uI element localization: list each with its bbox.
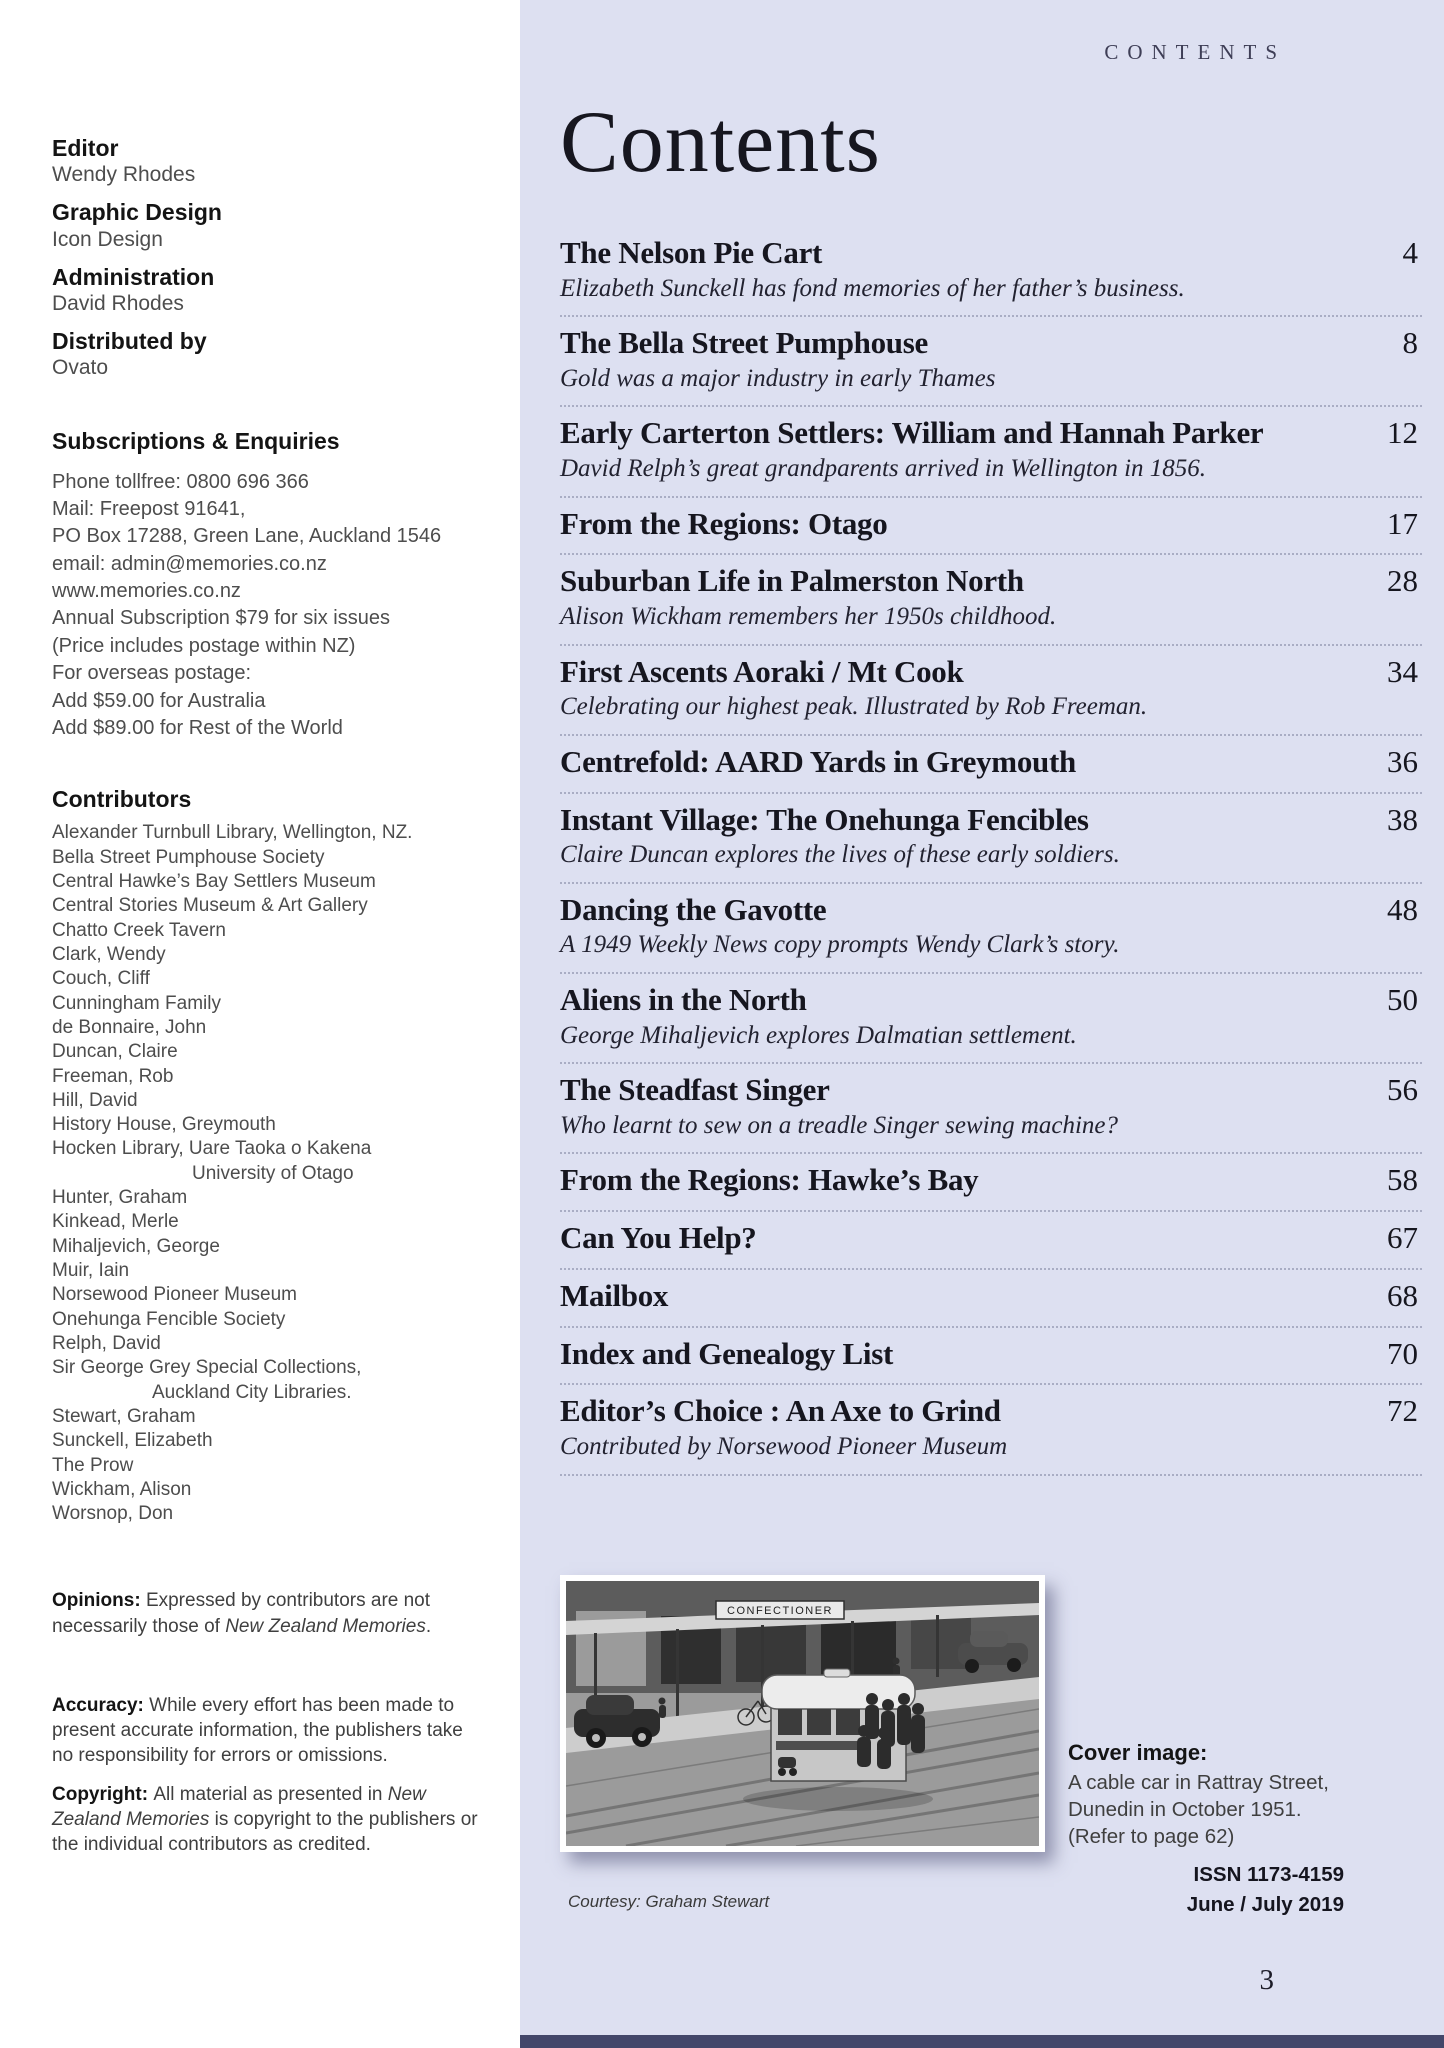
toc-entry bbox=[560, 1212, 1422, 1270]
toc-entry bbox=[560, 736, 1422, 794]
toc-entry-subtitle: A 1949 Weekly News copy prompts Wendy Clark’s story. bbox=[560, 931, 1120, 959]
contributor-item: Sir George Grey Special Collections, bbox=[52, 1357, 362, 1379]
contributor-item: Onehunga Fencible Society bbox=[52, 1308, 286, 1330]
toc-list bbox=[560, 227, 1422, 1476]
masthead-role-title: Graphic Design bbox=[52, 199, 222, 226]
contributor-item: Clark, Wendy bbox=[52, 943, 166, 965]
toc-entry bbox=[560, 227, 1422, 317]
publisher-notice: Accuracy: While every effort has been made to present accurate information, the publishers take no responsibility for errors or omissions. bbox=[52, 1694, 463, 1766]
toc-entry-line bbox=[560, 1073, 1418, 1108]
toc-entry-line bbox=[560, 1163, 1418, 1198]
contributor-item: Relph, David bbox=[52, 1332, 161, 1354]
notice-label: Accuracy: bbox=[52, 1694, 150, 1716]
cover-info bbox=[1068, 1740, 1358, 1850]
cover-info-label: Cover image: bbox=[1068, 1740, 1208, 1765]
toc-entry-page-number: 34 bbox=[1387, 653, 1418, 689]
masthead-role-item bbox=[52, 135, 486, 188]
toc-entry-line bbox=[560, 1337, 1418, 1372]
toc-entry-subtitle: Who learnt to sew on a treadle Singer sewing machine? bbox=[560, 1111, 1119, 1139]
toc-entry-line bbox=[560, 326, 1418, 361]
toc-entry-line bbox=[560, 564, 1418, 599]
toc-entry-line bbox=[560, 655, 1418, 690]
toc-entry-title: First Ascents Aoraki / Mt Cook bbox=[560, 653, 964, 689]
notice-label: Copyright: bbox=[52, 1783, 154, 1805]
toc-entry-title: Early Carterton Settlers: William and Hannah Parker bbox=[560, 415, 1264, 451]
toc-entry-subtitle: Celebrating our highest peak. Illustrated by Rob Freeman. bbox=[560, 693, 1148, 721]
toc-entry bbox=[560, 555, 1422, 645]
toc-entry bbox=[560, 884, 1422, 974]
subscription-line: PO Box 17288, Green Lane, Auckland 1546 bbox=[52, 525, 442, 548]
contributor-item: Freeman, Rob bbox=[52, 1065, 174, 1087]
contributors-list bbox=[52, 821, 486, 1526]
toc-entry-title: Index and Genealogy List bbox=[560, 1335, 893, 1371]
subscription-line: email: admin@memories.co.nz bbox=[52, 552, 327, 575]
contributor-item: Couch, Cliff bbox=[52, 968, 150, 990]
contributor-item: Alexander Turnbull Library, Wellington, NZ. bbox=[52, 822, 413, 844]
contributor-item: University of Otago bbox=[192, 1162, 354, 1184]
contributor-item: Duncan, Claire bbox=[52, 1041, 178, 1063]
masthead-role-name: Ovato bbox=[52, 356, 109, 380]
toc-entry-page-number: 70 bbox=[1387, 1335, 1418, 1371]
toc-entry bbox=[560, 498, 1422, 556]
toc-entry-subtitle: George Mihaljevich explores Dalmatian settlement. bbox=[560, 1021, 1077, 1049]
masthead-role-item bbox=[52, 328, 486, 381]
toc-entry bbox=[560, 646, 1422, 736]
masthead-role-item bbox=[52, 199, 486, 252]
running-header: CONTENTS bbox=[1104, 40, 1286, 64]
toc-entry bbox=[560, 974, 1422, 1064]
toc-entry-subtitle: David Relph’s great grandparents arrived in Wellington in 1856. bbox=[560, 455, 1207, 483]
toc-entry-line bbox=[560, 507, 1418, 542]
cable-car-photo-illustration bbox=[566, 1581, 1039, 1846]
page-edge-bar bbox=[520, 2035, 1444, 2048]
issn-number: ISSN 1173-4159 bbox=[1193, 1863, 1344, 1886]
toc-entry-page-number: 36 bbox=[1387, 743, 1418, 779]
issue-date: June / July 2019 bbox=[1186, 1892, 1344, 1916]
subscription-line: For overseas postage: bbox=[52, 662, 251, 685]
contents-panel bbox=[520, 0, 1444, 2048]
toc-entry-title: Editor’s Choice : An Axe to Grind bbox=[560, 1393, 1001, 1429]
toc-entry-page-number: 72 bbox=[1387, 1393, 1418, 1429]
toc-entry-page-number: 28 bbox=[1387, 563, 1418, 599]
magazine-name-italic: New Zealand Memories bbox=[52, 1783, 426, 1830]
toc-entry-title: The Bella Street Pumphouse bbox=[560, 325, 928, 361]
toc-entry-page-number: 68 bbox=[1387, 1277, 1418, 1313]
toc-entry-page-number: 58 bbox=[1387, 1162, 1418, 1198]
toc-entry-page-number: 17 bbox=[1387, 505, 1418, 541]
toc-entry-title: Mailbox bbox=[560, 1277, 669, 1313]
contributor-item: Bella Street Pumphouse Society bbox=[52, 846, 325, 868]
toc-entry-title: Aliens in the North bbox=[560, 981, 807, 1017]
toc-entry bbox=[560, 1385, 1422, 1475]
contributor-item: Hunter, Graham bbox=[52, 1187, 188, 1209]
toc-entry bbox=[560, 1270, 1422, 1328]
toc-entry-line bbox=[560, 1394, 1418, 1429]
masthead-roles bbox=[52, 135, 486, 382]
toc-entry-page-number: 8 bbox=[1402, 325, 1418, 361]
toc-entry bbox=[560, 1154, 1422, 1212]
toc-entry bbox=[560, 1064, 1422, 1154]
subscription-line: Mail: Freepost 91641, bbox=[52, 497, 246, 520]
toc-entry-line bbox=[560, 983, 1418, 1018]
contributor-item: Stewart, Graham bbox=[52, 1405, 196, 1427]
cover-info-line: (Refer to page 62) bbox=[1068, 1825, 1235, 1849]
contributor-item: Muir, Iain bbox=[52, 1260, 130, 1282]
issue-info bbox=[1187, 1860, 1344, 1919]
toc-entry-line bbox=[560, 803, 1418, 838]
magazine-name-italic: New Zealand Memories bbox=[225, 1615, 426, 1637]
toc-entry bbox=[560, 794, 1422, 884]
subscription-line: (Price includes postage within NZ) bbox=[52, 634, 356, 657]
contributor-item: Sunckell, Elizabeth bbox=[52, 1430, 213, 1452]
toc-entry-title: Instant Village: The Onehunga Fencibles bbox=[560, 801, 1089, 837]
toc-entry-title: From the Regions: Otago bbox=[560, 505, 888, 541]
contributor-item: Norsewood Pioneer Museum bbox=[52, 1284, 298, 1306]
cover-info-line: Dunedin in October 1951. bbox=[1068, 1798, 1302, 1822]
contributor-item: History House, Greymouth bbox=[52, 1114, 276, 1136]
subscription-line: www.memories.co.nz bbox=[52, 580, 241, 603]
toc-entry-page-number: 67 bbox=[1387, 1220, 1418, 1256]
toc-entry-page-number: 50 bbox=[1387, 981, 1418, 1017]
toc-entry-title: The Steadfast Singer bbox=[560, 1072, 830, 1108]
toc-entry-title: From the Regions: Hawke’s Bay bbox=[560, 1162, 979, 1198]
toc-entry-line bbox=[560, 1221, 1418, 1256]
contributor-item: Cunningham Family bbox=[52, 992, 221, 1014]
subscription-line: Phone tollfree: 0800 696 366 bbox=[52, 470, 309, 493]
contributor-item: The Prow bbox=[52, 1454, 134, 1476]
toc-entry-line bbox=[560, 893, 1418, 928]
cover-photo bbox=[560, 1575, 1045, 1852]
toc-entry-line bbox=[560, 236, 1418, 271]
toc-entry-subtitle: Contributed by Norsewood Pioneer Museum bbox=[560, 1433, 1008, 1460]
contributor-item: de Bonnaire, John bbox=[52, 1016, 207, 1038]
toc-entry-title: Suburban Life in Palmerston North bbox=[560, 563, 1024, 599]
toc-entry-title: The Nelson Pie Cart bbox=[560, 235, 823, 270]
masthead-role-item bbox=[52, 264, 486, 317]
contributor-item: Hill, David bbox=[52, 1089, 138, 1111]
masthead-sidebar bbox=[0, 0, 520, 2048]
toc-entry-title: Can You Help? bbox=[560, 1220, 757, 1256]
toc-entry-page-number: 38 bbox=[1387, 801, 1418, 837]
toc-entry-subtitle: Elizabeth Sunckell has fond memories of her father’s business. bbox=[560, 274, 1185, 302]
notice-label: Opinions: bbox=[52, 1590, 146, 1612]
masthead-role-title: Editor bbox=[52, 135, 119, 161]
shop-sign-text: CONFECTIONER bbox=[727, 1605, 833, 1617]
toc-entry-page-number: 12 bbox=[1387, 415, 1418, 451]
toc-entry-subtitle: Claire Duncan explores the lives of these early soldiers. bbox=[560, 841, 1120, 869]
contributors-heading: Contributors bbox=[52, 786, 192, 813]
toc-entry-line bbox=[560, 745, 1418, 780]
publisher-notice: Copyright: All material as presented in New Zealand Memories is copyright to the publishers or the individual contributors as credited. bbox=[52, 1783, 478, 1856]
contributor-item: Central Hawke’s Bay Settlers Museum bbox=[52, 871, 376, 893]
masthead-role-title: Administration bbox=[52, 263, 215, 290]
publisher-notices bbox=[52, 1588, 486, 1857]
toc-entry bbox=[560, 317, 1422, 407]
contributor-item: Wickham, Alison bbox=[52, 1478, 192, 1500]
toc-entry-subtitle: Alison Wickham remembers her 1950s childhood. bbox=[560, 603, 1057, 631]
cover-info-lines bbox=[1068, 1769, 1358, 1850]
contributor-item: Kinkead, Merle bbox=[52, 1211, 179, 1233]
contributor-item: Auckland City Libraries. bbox=[152, 1381, 352, 1403]
toc-entry-title: Dancing the Gavotte bbox=[560, 891, 827, 927]
toc-entry bbox=[560, 407, 1422, 497]
subscriptions-lines bbox=[52, 469, 486, 743]
masthead-role-title: Distributed by bbox=[52, 328, 207, 355]
toc-entry-line bbox=[560, 416, 1418, 451]
toc-entry bbox=[560, 1328, 1422, 1386]
publisher-notice: Opinions: Expressed by contributors are not necessarily those of New Zealand Memories. bbox=[52, 1590, 432, 1637]
toc-entry-subtitle: Gold was a major industry in early Thames bbox=[560, 364, 996, 392]
toc-entry-page-number: 4 bbox=[1402, 235, 1418, 270]
contributor-item: Chatto Creek Tavern bbox=[52, 919, 226, 941]
masthead-role-name: Icon Design bbox=[52, 227, 163, 251]
photo-caption: Courtesy: Graham Stewart bbox=[568, 1892, 770, 1911]
subscription-line: Annual Subscription $79 for six issues bbox=[52, 607, 390, 630]
contributor-item: Mihaljevich, George bbox=[52, 1235, 220, 1257]
subscription-line: Add $59.00 for Australia bbox=[52, 689, 266, 712]
toc-entry-page-number: 56 bbox=[1387, 1072, 1418, 1108]
page-number: 3 bbox=[1259, 1964, 1274, 1996]
masthead-role-name: Wendy Rhodes bbox=[52, 163, 196, 187]
contributor-item: Worsnop, Don bbox=[52, 1503, 174, 1525]
masthead-role-name: David Rhodes bbox=[52, 291, 184, 315]
contributor-item: Hocken Library, Uare Taoka o Kakena bbox=[52, 1138, 372, 1160]
toc-entry-page-number: 48 bbox=[1387, 891, 1418, 927]
subscriptions-heading: Subscriptions & Enquiries bbox=[52, 427, 340, 454]
contributor-item: Central Stories Museum & Art Gallery bbox=[52, 895, 368, 917]
subscription-line: Add $89.00 for Rest of the World bbox=[52, 717, 343, 740]
toc-entry-line bbox=[560, 1279, 1418, 1314]
cover-info-line: A cable car in Rattray Street, bbox=[1068, 1771, 1329, 1794]
page-title: Contents bbox=[560, 94, 881, 191]
toc-entry-title: Centrefold: AARD Yards in Greymouth bbox=[560, 743, 1076, 779]
